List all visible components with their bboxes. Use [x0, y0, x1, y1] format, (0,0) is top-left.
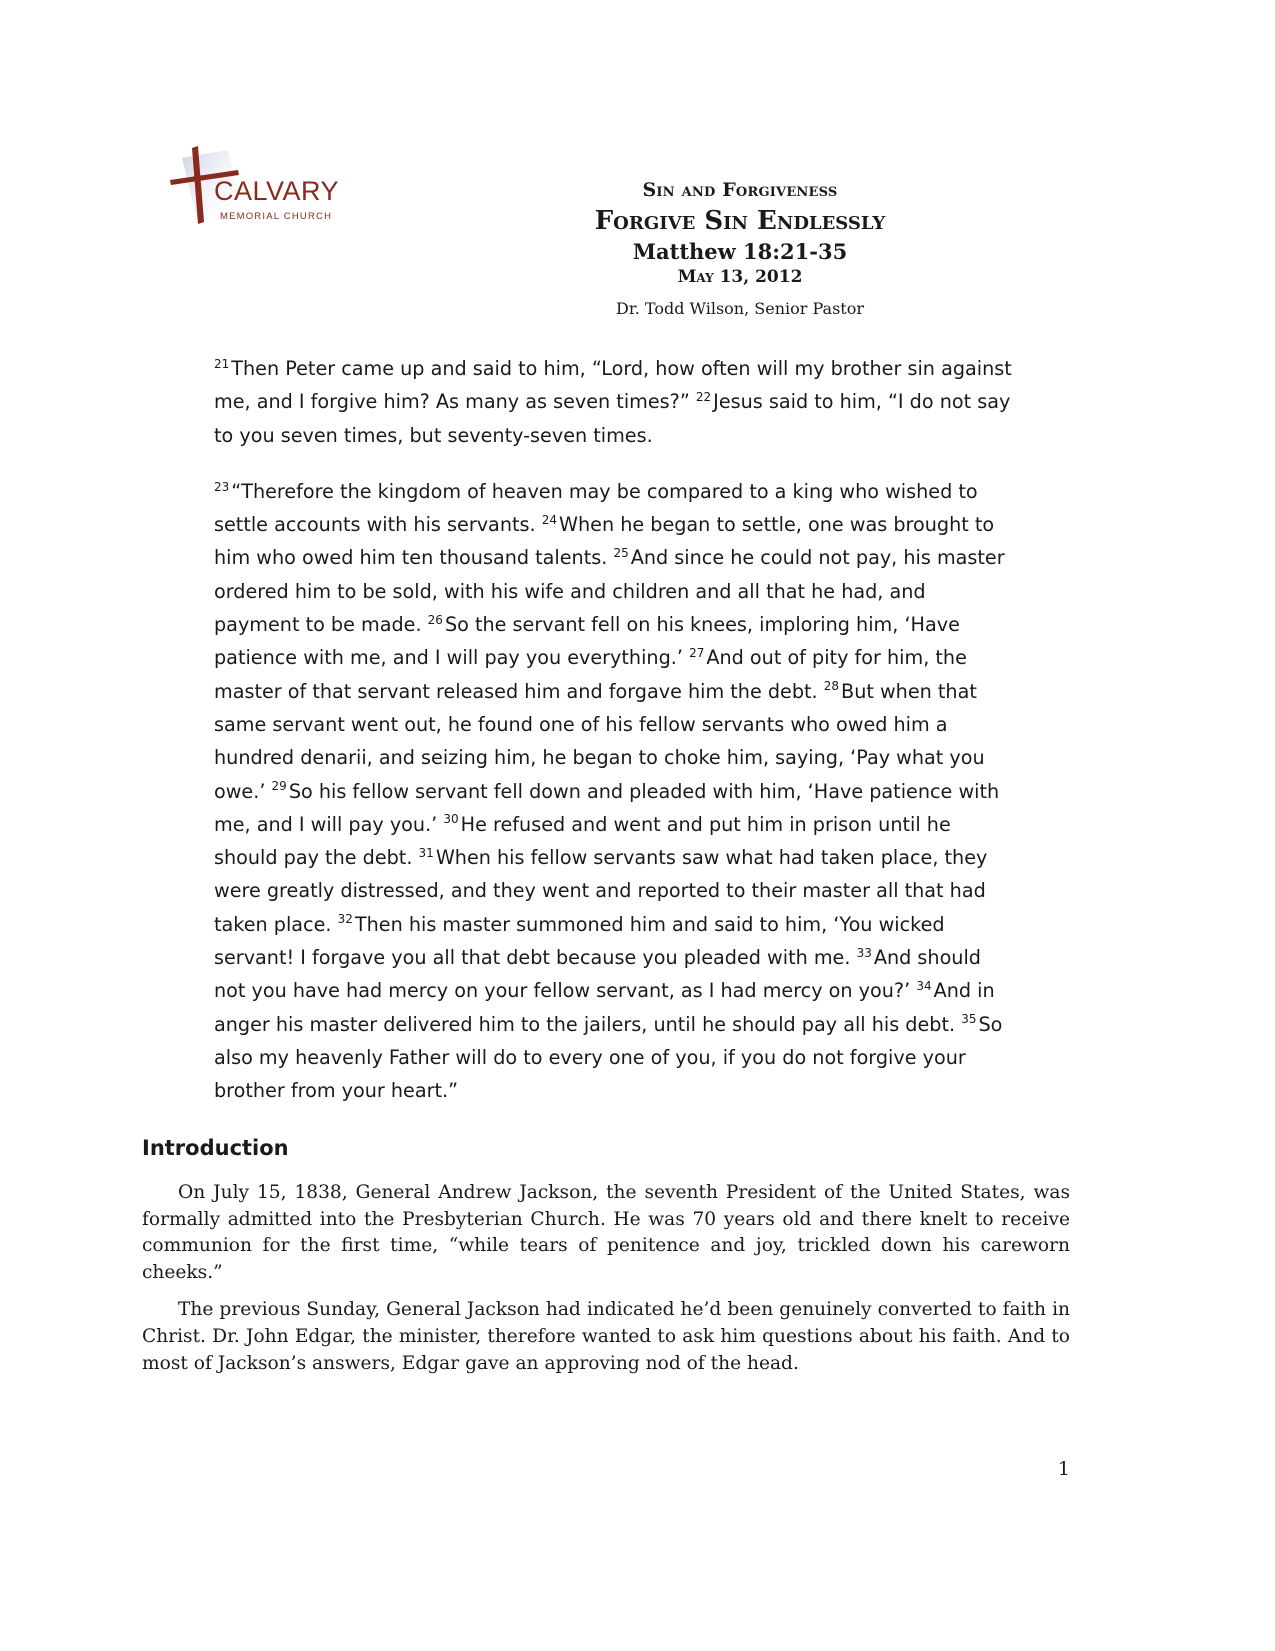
verse-text: He refused and went and put him in prison until he should pay the debt.: [214, 812, 951, 870]
scripture-reference: Matthew 18:21-35: [632, 239, 848, 264]
verse-number: 24: [541, 512, 557, 527]
verse-number: 33: [856, 945, 872, 960]
verse-number: 34: [916, 978, 932, 993]
verse-text: But when that same servant went out, he found one of his fellow servants who owed him a hundred denarii, and seizing him, he began to choke him, saying, ‘Pay what you owe.’: [214, 679, 985, 803]
intro-paragraph: The previous Sunday, General Jackson had indicated he’d been genuinely converted to faith in Christ. Dr. John Edgar, the minister, therefore wanted to ask him questions about his faith. And to most of Jackson’s answers, Edgar gave an approving nod of the head.: [142, 1299, 1070, 1374]
verse-number: 27: [689, 645, 705, 660]
verse-text: So the servant fell on his knees, imploring him, ‘Have patience with me, and I will pay you everything.’: [214, 613, 960, 670]
verse-number: 28: [823, 679, 840, 694]
sermon-series: Sin and Forgiveness: [642, 179, 838, 201]
church-logo: [168, 140, 368, 240]
verse-text: So also my heavenly Father will do to every one of you, if you do not forgive your brother from your heart.”: [214, 1012, 1003, 1103]
verse-number: 25: [613, 546, 629, 561]
verse-number: 26: [427, 612, 443, 627]
verse-text: Then his master summoned him and said to him, ‘You wicked servant! I forgave you all that debt because you pleaded with me.: [214, 912, 945, 970]
verse-number: 32: [337, 912, 353, 927]
scripture-paragraph: [214, 352, 1014, 452]
verse-number: 35: [961, 1012, 977, 1027]
introduction-body: [142, 1180, 1070, 1377]
verse-text: So his fellow servant fell down and pleaded with him, ‘Have patience with me, and I will pay you.’: [214, 779, 1000, 836]
verse-text: And should not you have had mercy on your fellow servant, as I had mercy on you?’: [214, 946, 981, 1003]
sermon-date: May 13, 2012: [677, 267, 803, 287]
verse-text: Then Peter came up and said to him, “Lord, how often will my brother sin against me, and I forgive him? As many as seven times?”: [214, 357, 1012, 414]
verse-number: 29: [271, 779, 287, 794]
scripture-paragraph: [214, 475, 1014, 1108]
page-number: 1: [1057, 1458, 1070, 1480]
verse-text: And in anger his master delivered him to the jailers, until he should pay all his debt.: [214, 979, 995, 1036]
pastor-name: Dr. Todd Wilson, Senior Pastor: [616, 299, 864, 318]
sermon-header: [520, 178, 960, 288]
sermon-title: Forgive Sin Endlessly: [594, 206, 886, 236]
verse-text: When he began to settle, one was brought to him who owed him ten thousand talents.: [214, 513, 995, 570]
verse-text: When his fellow servants saw what had taken place, they were greatly distressed, and they went and reported to their master all that had taken place.: [214, 846, 988, 936]
verse-number: 21: [214, 356, 230, 371]
logo-name: CALVARY: [214, 176, 340, 206]
intro-paragraph: On July 15, 1838, General Andrew Jackson, the seventh President of the United States, was formally admitted into the Presbyterian Church. He was 70 years old and there knelt to receive communion for the first time, “while tears of penitence and joy, trickled down his careworn cheeks.”: [142, 1182, 1070, 1283]
logo-subtitle: MEMORIAL CHURCH: [220, 211, 333, 222]
verse-number: 31: [418, 845, 434, 860]
verse-text: Jesus said to him, “I do not say to you seven times, but seventy-seven times.: [214, 390, 1011, 447]
section-heading-introduction: Introduction: [142, 1136, 289, 1160]
verse-number: 30: [443, 812, 459, 827]
verse-number: 22: [695, 389, 712, 404]
verse-text: And out of pity for him, the master of that servant released him and forgave him the debt.: [214, 646, 967, 703]
scripture-passage: [214, 352, 1014, 1108]
verse-number: 23: [214, 479, 230, 494]
verse-text: And since he could not pay, his master ordered him to be sold, with his wife and children and all that he had, and payment to be made.: [214, 546, 1005, 637]
verse-text: “Therefore the kingdom of heaven may be compared to a king who wished to settle accounts with his servants.: [214, 479, 978, 537]
